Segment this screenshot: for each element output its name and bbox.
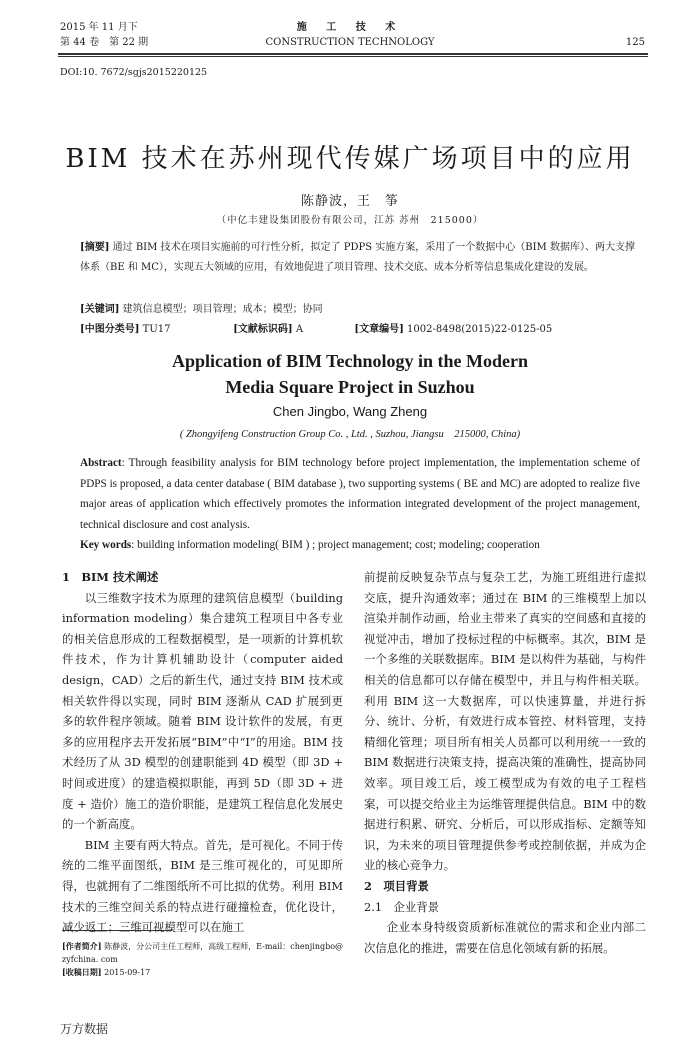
abstract-cn-label: [摘要] <box>80 242 110 253</box>
keywords-en <box>80 535 640 555</box>
volume-issue: 第 44 卷 第 22 期 <box>60 37 149 48</box>
author-bio-label: [作者简介] <box>62 941 102 951</box>
doc-code-label: [文献标识码] <box>233 324 293 335</box>
authors-cn: 陈静波，王 筝 <box>300 194 399 209</box>
issue-date: 2015 年 11 月下 <box>60 22 138 33</box>
journal-name-en: CONSTRUCTION TECHNOLOGY <box>265 37 435 48</box>
title-en-line2: Media Square Project in Suzhou <box>225 377 475 397</box>
header-rule <box>58 53 648 57</box>
page-number: 125 <box>625 37 645 48</box>
clc-label: [中图分类号] <box>80 324 140 335</box>
section-1-heading: 1 BIM 技术阐述 <box>62 570 159 584</box>
article-no-label: [文章编号] <box>354 324 404 335</box>
abstract-en <box>80 453 640 535</box>
clc-value: TU17 <box>142 324 171 335</box>
issue-info <box>60 20 148 50</box>
affiliation-en: ( Zhongyifeng Construction Group Co. , Ltd. , Suzhou, Jiangsu 215000, China) <box>179 429 521 440</box>
body-column-left <box>62 567 343 938</box>
abstract-en-label: Abstract <box>80 457 122 469</box>
journal-name <box>200 20 500 50</box>
article-number <box>354 320 552 340</box>
doi: DOI:10. 7672/sgjs2015220125 <box>60 67 208 78</box>
keywords-en-label: Key words <box>80 539 132 551</box>
keywords-en-text: : building information modeling( BIM ) ; project management; cost; modeling; cooperation <box>131 539 540 551</box>
received-date <box>62 966 352 979</box>
body-column-right <box>364 567 646 958</box>
footnote <box>62 940 352 979</box>
doc-code-value: A <box>295 324 304 335</box>
author-bio <box>62 940 352 966</box>
section-1-paragraph-1: 以三维数字技术为原理的建筑信息模型（building information modeling）集合建筑工程项目中各专业的相关信息形成的工程数据模型，是一项新的计算机软件技术，作为计算机辅助设计（computer aided design，CAD）之后的新生代，通过支持 BIM 技术或相关软件得以实现，同时 BIM 逐渐从 CAD 扩展到更多的软件程序领域。随着 BIM 设计软件的发展，有更多的应用程序去开发拓展“BIM”中“I”的用途。BIM 技术经历了从 3D 模型的创建职能到 4D 模型（即 3D + 时间或进度）的建造模拟职能，再到 5D（即 3D + 进度 + 造价）施工的造价职能，是建筑工程信息化发展史的一个新高度。 <box>62 590 343 832</box>
affiliation-cn: （中亿丰建设集团股份有限公司，江苏 苏州 215000） <box>216 215 484 226</box>
abstract-cn-text: 通过 BIM 技术在项目实施前的可行性分析，拟定了 PDPS 实施方案，采用了一个数据中心（BIM 数据库）、两大支撑体系（BE 和 MC），实现五大领域的应用，有效地促进了项目管理、技术交底、成本分析等信息集成化建设的发展。 <box>80 242 635 273</box>
abstract-cn <box>80 238 640 278</box>
classification-row <box>80 320 640 340</box>
received-value: 2015-09-17 <box>104 968 151 977</box>
article-no-value: 1002-8498(2015)22-0125-05 <box>407 324 553 335</box>
title-en <box>60 348 640 400</box>
section-2-1-heading: 2.1 企业背景 <box>364 899 440 914</box>
title-cn: BIM 技术在苏州现代传媒广场项目中的应用 <box>65 144 635 174</box>
wanfang-watermark: 万方数据 <box>60 1022 109 1036</box>
keywords-cn-label: [关键词] <box>80 304 120 315</box>
section-2-heading: 2 项目背景 <box>364 878 429 893</box>
section-2-1-paragraph-1: 企业本身特级资质新标准就位的需求和企业内部二次信息化的推进，需要在信息化领域有新的拓展。 <box>364 920 646 955</box>
keywords-cn <box>80 300 640 320</box>
abstract-en-text: : Through feasibility analysis for BIM technology before project implementation, the implementation scheme of PDPS is proposed, a data center database ( BIM database ), two supporting systems ( BE and MC) are adopted to realize five major areas of application which effectively promotes the information integrated development of the project management, technical disclosure and cost analysis. <box>80 457 640 531</box>
clc-code <box>80 320 230 340</box>
footnote-rule <box>62 930 172 931</box>
author-bio-text: 陈静波，分公司主任工程师，高级工程师，E-mail：chenjingbo@ zyfchina. com <box>62 942 344 964</box>
section-1-paragraph-2-start: BIM 主要有两大特点。首先，是可视化。不同于传统的二维平面图纸，BIM 是三维可视化的，可见即所得，也就拥有了二维图纸所不可比拟的优势。利用 BIM 技术的三维空间关系的特点进行碰撞检查，优化设计，减少返工；三维可视模型可以在施工 <box>62 837 343 935</box>
section-1-paragraph-2-cont: 前提前反映复杂节点与复杂工艺，为施工班组进行虚拟交底，提升沟通效率；通过在 BIM 的三维模型上加以渲染并制作动画，给业主带来了真实的空间感和直接的视觉冲击，增加了投标过程的中标概率。其次，BIM 是一个多维的关联数据库。BIM 是以构件为基础，与构件相关的信息都可以存储在模型中，并且与构件相关联。利用 BIM 这一大数据库，可以快速算量，并进行拆分、统计、分析，有效进行成本管控、材料管理，支持精细化管理；项目所有相关人员都可以利用统一一致的 BIM 数据进行决策支持，提高决策的准确性，提高协同效率。项目竣工后，竣工模型成为有效的电子工程档案，可以提交给业主为运维管理提供信息。BIM 中的数据进行积累、研究、分析后，可以形成指标、定额等知识，为未来的项目管理提供参考或控制依据，并成为企业的核心竞争力。 <box>364 570 646 873</box>
authors-en: Chen Jingbo, Wang Zheng <box>272 404 428 419</box>
title-en-line1: Application of BIM Technology in the Modern <box>171 351 529 371</box>
doc-code <box>233 320 351 340</box>
received-label: [收稿日期] <box>62 967 102 977</box>
journal-name-cn: 施 工 技 术 <box>296 22 404 33</box>
keywords-cn-text: 建筑信息模型；项目管理；成本；模型；协同 <box>122 304 323 315</box>
